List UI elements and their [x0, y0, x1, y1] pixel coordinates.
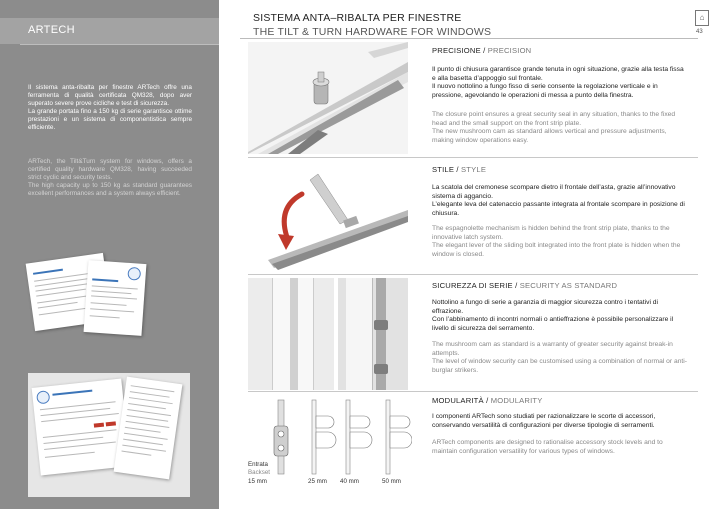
section-divider — [248, 274, 698, 275]
section-title-en: MODULARITY — [490, 396, 543, 405]
backset-label-it: Entrata — [248, 461, 268, 468]
intro-text-en: ARTech, the Tilt&Turn system for windows, offers a certified quality hardware QM328, having succeeded strict cyclic and security tests. The high capacity up to 150 kg as standard guarantees excellent performances and a system always efficient. — [28, 158, 192, 198]
header-divider — [240, 38, 698, 39]
section-title: SICUREZZA DI SERIE / SECURITY AS STANDARD — [432, 281, 618, 290]
section-title-it: STILE — [432, 165, 455, 174]
page-title: SISTEMA ANTA–RIBALTA PER FINESTRE — [253, 12, 462, 24]
section-text-en: The closure point ensures a great security seal in any situation, thanks to the fixed head and the small support on the front strip plate. The new mushroom cam as standard allows vertical and pressure adjustments, making window operations easy. — [432, 111, 676, 144]
backset-size: 15 mm — [248, 478, 267, 485]
section-title: MODULARITÀ / MODULARITY — [432, 396, 543, 405]
divider — [20, 44, 219, 45]
section-divider — [248, 391, 698, 392]
section-text-en: The espagnolette mechanism is hidden behind the front strip plate, thanks to the innovative latch system. The elegant lever of the sliding bolt integrated into the front plate is hidden when the window is closed. — [432, 225, 681, 258]
backset-size: 25 mm — [308, 478, 327, 485]
backset-size: 40 mm — [340, 478, 359, 485]
section-text-it: I componenti ARTech sono studiati per razionalizzare le scorte di accessori, conservando versatilità di configurazioni per diverse tipologie di serramenti. — [432, 413, 656, 429]
brand-label: ARTECH — [28, 24, 75, 36]
section-text-en: ARTech components are designed to rationalise accessory stock levels and to maintain configuration versatility for various types of windows. — [432, 439, 663, 455]
page-number: 43 — [696, 29, 703, 35]
section-title: PRECISIONE / PRECISION — [432, 46, 532, 55]
backset-label — [248, 461, 270, 477]
intro-text-it: Il sistema anta-ribalta per finestre ARTech offre una ferramenta di qualità certificata QM328, dopo aver superato severe prove cicliche e test di sicurezza. La grande portata fino a 150 kg di serie garantisce ottime prestazioni e un sistema di componentistica sempre efficiente. — [28, 84, 192, 132]
section-title-it: PRECISIONE — [432, 46, 481, 55]
section-text-it: Il punto di chiusura garantisce grande tenuta in ogni situazione, grazie alla testa fissa e alla basetta d’appoggio sul frontale. Il nuovo nottolino a fungo fisso di serie consente la regolazione verticale e in pressione, agevolando le operazioni di messa a punto della finestra. — [432, 66, 684, 99]
section-title-en: PRECISION — [487, 46, 532, 55]
backset-size: 50 mm — [382, 478, 401, 485]
style-hardware-photo — [248, 160, 408, 270]
backset-label-en: Backset — [248, 469, 271, 476]
section-divider — [248, 157, 698, 158]
section-title: STILE / STYLE — [432, 165, 487, 174]
section-text-en: The mushroom cam as standard is a warranty of greater security against break-in attempts. The level of window security can be customised using a combination of normal or anti-burglar strikers. — [432, 341, 687, 374]
section-title-it: SICUREZZA DI SERIE — [432, 281, 513, 290]
section-text-it: La scatola del cremonese scompare dietro il frontale dell’asta, grazie all’innovativo sistema di aggancio. L’elegante leva del catenaccio passante integrata al frontale scompare in posizione di chiusura. — [432, 184, 685, 217]
section-title-it: MODULARITÀ — [432, 396, 484, 405]
precision-hardware-photo — [248, 42, 408, 154]
page-subtitle: THE TILT & TURN HARDWARE FOR WINDOWS — [253, 26, 492, 38]
section-title-en: SECURITY AS STANDARD — [519, 281, 618, 290]
brand-logo-icon: ⌂ — [695, 10, 709, 26]
section-text-it: Nottolino a fungo di serie a garanzia di maggior sicurezza contro i tentativi di effrazione. Con l’abbinamento di incontri normali o antieffrazione è possibile personalizzare il livello di sicurezza del serramento. — [432, 299, 674, 332]
section-title-en: STYLE — [461, 165, 487, 174]
